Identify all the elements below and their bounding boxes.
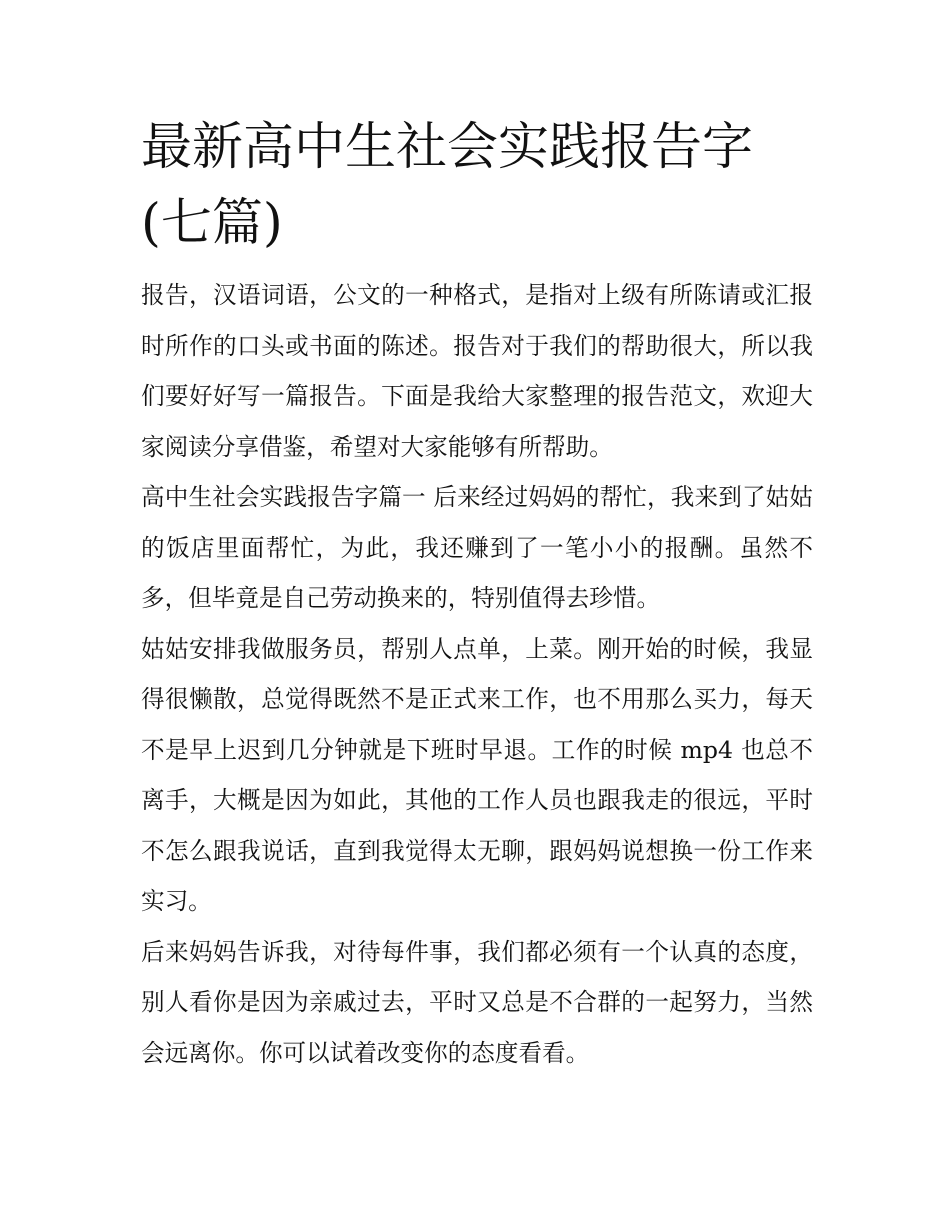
document-page — [141, 110, 813, 1078]
document-title: 最新高中生社会实践报告字(七篇) — [141, 118, 754, 253]
paragraph-intro: 报告，汉语词语，公文的一种格式，是指对上级有所陈请或汇报时所作的口头或书面的陈述。报告对于我们的帮助很大，所以我们要好好写一篇报告。下面是我给大家整理的报告范文，欢迎大家阅读分享借鉴，希望对大家能够有所帮助。 — [141, 281, 813, 461]
paragraph-mother-advice: 后来妈妈告诉我，对待每件事，我们都必须有一个认真的态度，别人看你是因为亲戚过去，平时又总是不合群的一起努力，当然会远离你。你可以试着改变你的态度看看。 — [141, 937, 813, 1067]
paragraph-work-experience: 姑姑安排我做服务员，帮别人点单，上菜。刚开始的时候，我显得很懒散，总觉得既然不是正式来工作，也不用那么买力，每天不是早上迟到几分钟就是下班时早退。工作的时候 mp4 也总不离手，大概是因为如此，其他的工作人员也跟我走的很远，平时不怎么跟我说话，直到我觉得太无聊，跟妈妈说想换一份工作来实习。 — [141, 634, 813, 915]
paragraph-section-one: 高中生社会实践报告字篇一 后来经过妈妈的帮忙，我来到了姑姑的饭店里面帮忙，为此，我还赚到了一笔小小的报酬。虽然不多，但毕竟是自己劳动换来的，特别值得去珍惜。 — [141, 483, 813, 612]
